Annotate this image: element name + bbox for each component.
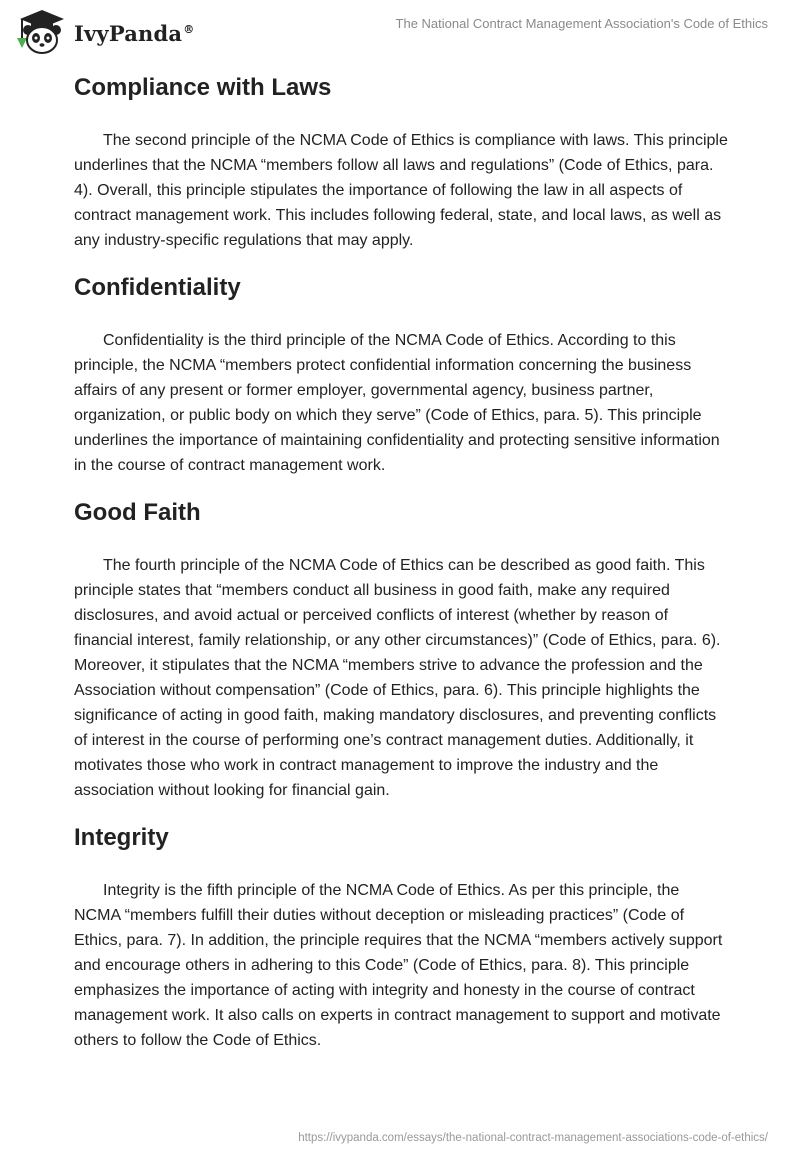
section-heading-confidentiality: Confidentiality [74, 274, 241, 301]
brand-name: IvyPanda® [74, 20, 195, 46]
section-heading-compliance: Compliance with Laws [74, 74, 332, 101]
section-paragraph-integrity: Integrity is the fifth principle of the NCMA Code of Ethics. As per this principle, the NCMA “members fulfill their duties without deception or misleading practices” (Code of Ethics, para. 7). In addition, the principle requires that the NCMA “members actively support and encourage others in adhering to this Code” (Code of Ethics, para. 8). This principle emphasizes the importance of acting with integrity and honesty in the course of contract management work. It also calls on experts in contract management to support and motivate others to follow the Code of Ethics. [74, 882, 723, 1049]
panda-graduate-icon [14, 8, 70, 56]
section-paragraph-confidentiality: Confidentiality is the third principle of the NCMA Code of Ethics. According to this principle, the NCMA “members protect confidential information concerning the business affairs of any present or former employer, governmental agency, business partner, organization, or public body on which they serve” (Code of Ethics, para. 5). This principle underlines the importance of maintaining confidentiality and protecting sensitive information in the course of contract management work. [74, 332, 720, 474]
ivypanda-logo[interactable] [14, 8, 194, 56]
section-paragraph-compliance: The second principle of the NCMA Code of Ethics is compliance with laws. This principle underlines that the NCMA “members follow all laws and regulations” (Code of Ethics, para. 4). Overall, this principle stipulates the importance of following the law in all aspects of contract management work. This includes following federal, state, and local laws, as well as any industry-specific regulations that may apply. [74, 132, 728, 249]
essay-body [74, 68, 728, 1068]
section-heading-good-faith: Good Faith [74, 499, 201, 526]
section-paragraph-good-faith: The fourth principle of the NCMA Code of Ethics can be described as good faith. This principle states that “members conduct all business in good faith, make any required disclosures, and avoid actual or perceived conflicts of interest (whether by reason of financial interest, family relationship, or any other circumstances)” (Code of Ethics, para. 6). Moreover, it stipulates that the NCMA “members strive to advance the profession and the Association without compensation” (Code of Ethics, para. 6). This principle highlights the significance of acting in good faith, making mandatory disclosures, and preventing conflicts of interest in the course of performing one’s contract management duties. Additionally, it motivates those who work in contract management to improve the industry and the association without looking for financial gain. [74, 557, 721, 799]
section-heading-integrity: Integrity [74, 824, 169, 851]
source-url[interactable]: https://ivypanda.com/essays/the-national-contract-management-associations-code-of-ethics/ [298, 1132, 768, 1144]
page-header [0, 0, 800, 60]
document-title: The National Contract Management Association's Code of Ethics [395, 16, 768, 31]
